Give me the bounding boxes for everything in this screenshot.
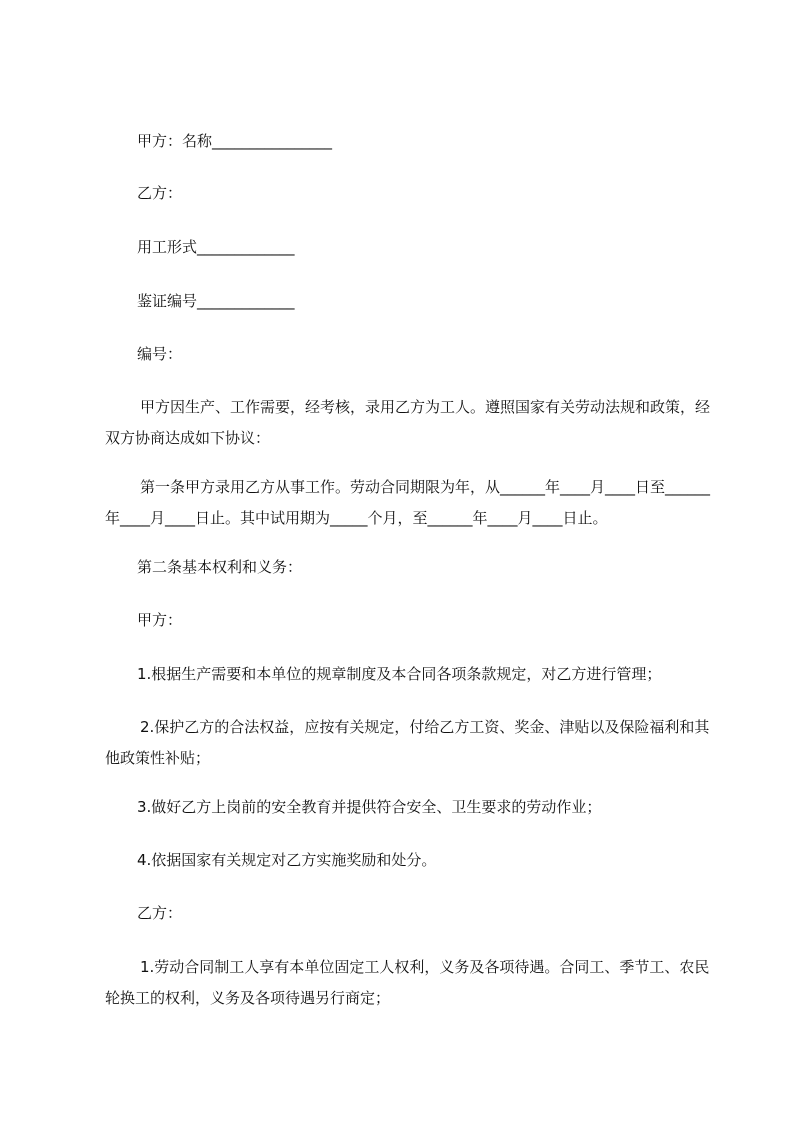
- party-a-item-2: 2.保护乙方的合法权益，应按有关规定，付给乙方工资、奖金、津贴以及保险福利和其他政策性补贴；: [105, 718, 710, 767]
- party-b-line: 乙方：: [137, 184, 183, 202]
- party-a-item-1: 1.根据生产需要和本单位的规章制度及本合同各项条款规定，对乙方进行管理；: [137, 665, 662, 683]
- serial-number-line: 编号：: [137, 345, 183, 363]
- article-2-title: 第二条基本权利和义务：: [137, 558, 303, 576]
- party-a-name-line: 甲方：名称________________: [137, 132, 333, 150]
- article-1-paragraph: 第一条甲方录用乙方从事工作。劳动合同期限为年，从______年____月____日至______年____月____日止。其中试用期为_____个月，至______年____月____日止。: [105, 478, 711, 527]
- employment-form-line: 用工形式_____________: [137, 238, 295, 256]
- party-a-item-3: 3.做好乙方上岗前的安全教育并提供符合安全、卫生要求的劳动作业；: [137, 798, 602, 816]
- verification-number-line: 鉴证编号_____________: [137, 292, 295, 310]
- party-b-item-1: 1.劳动合同制工人享有本单位固定工人权利，义务及各项待遇。合同工、季节工、农民轮换工的权利，义务及各项待遇另行商定；: [105, 958, 710, 1007]
- preamble-paragraph: 甲方因生产、工作需要，经考核，录用乙方为工人。遵照国家有关劳动法规和政策，经双方协商达成如下协议：: [105, 398, 711, 447]
- party-a-item-4: 4.依据国家有关规定对乙方实施奖励和处分。: [137, 851, 437, 869]
- party-b-heading: 乙方：: [137, 904, 183, 922]
- party-a-heading: 甲方：: [137, 611, 183, 629]
